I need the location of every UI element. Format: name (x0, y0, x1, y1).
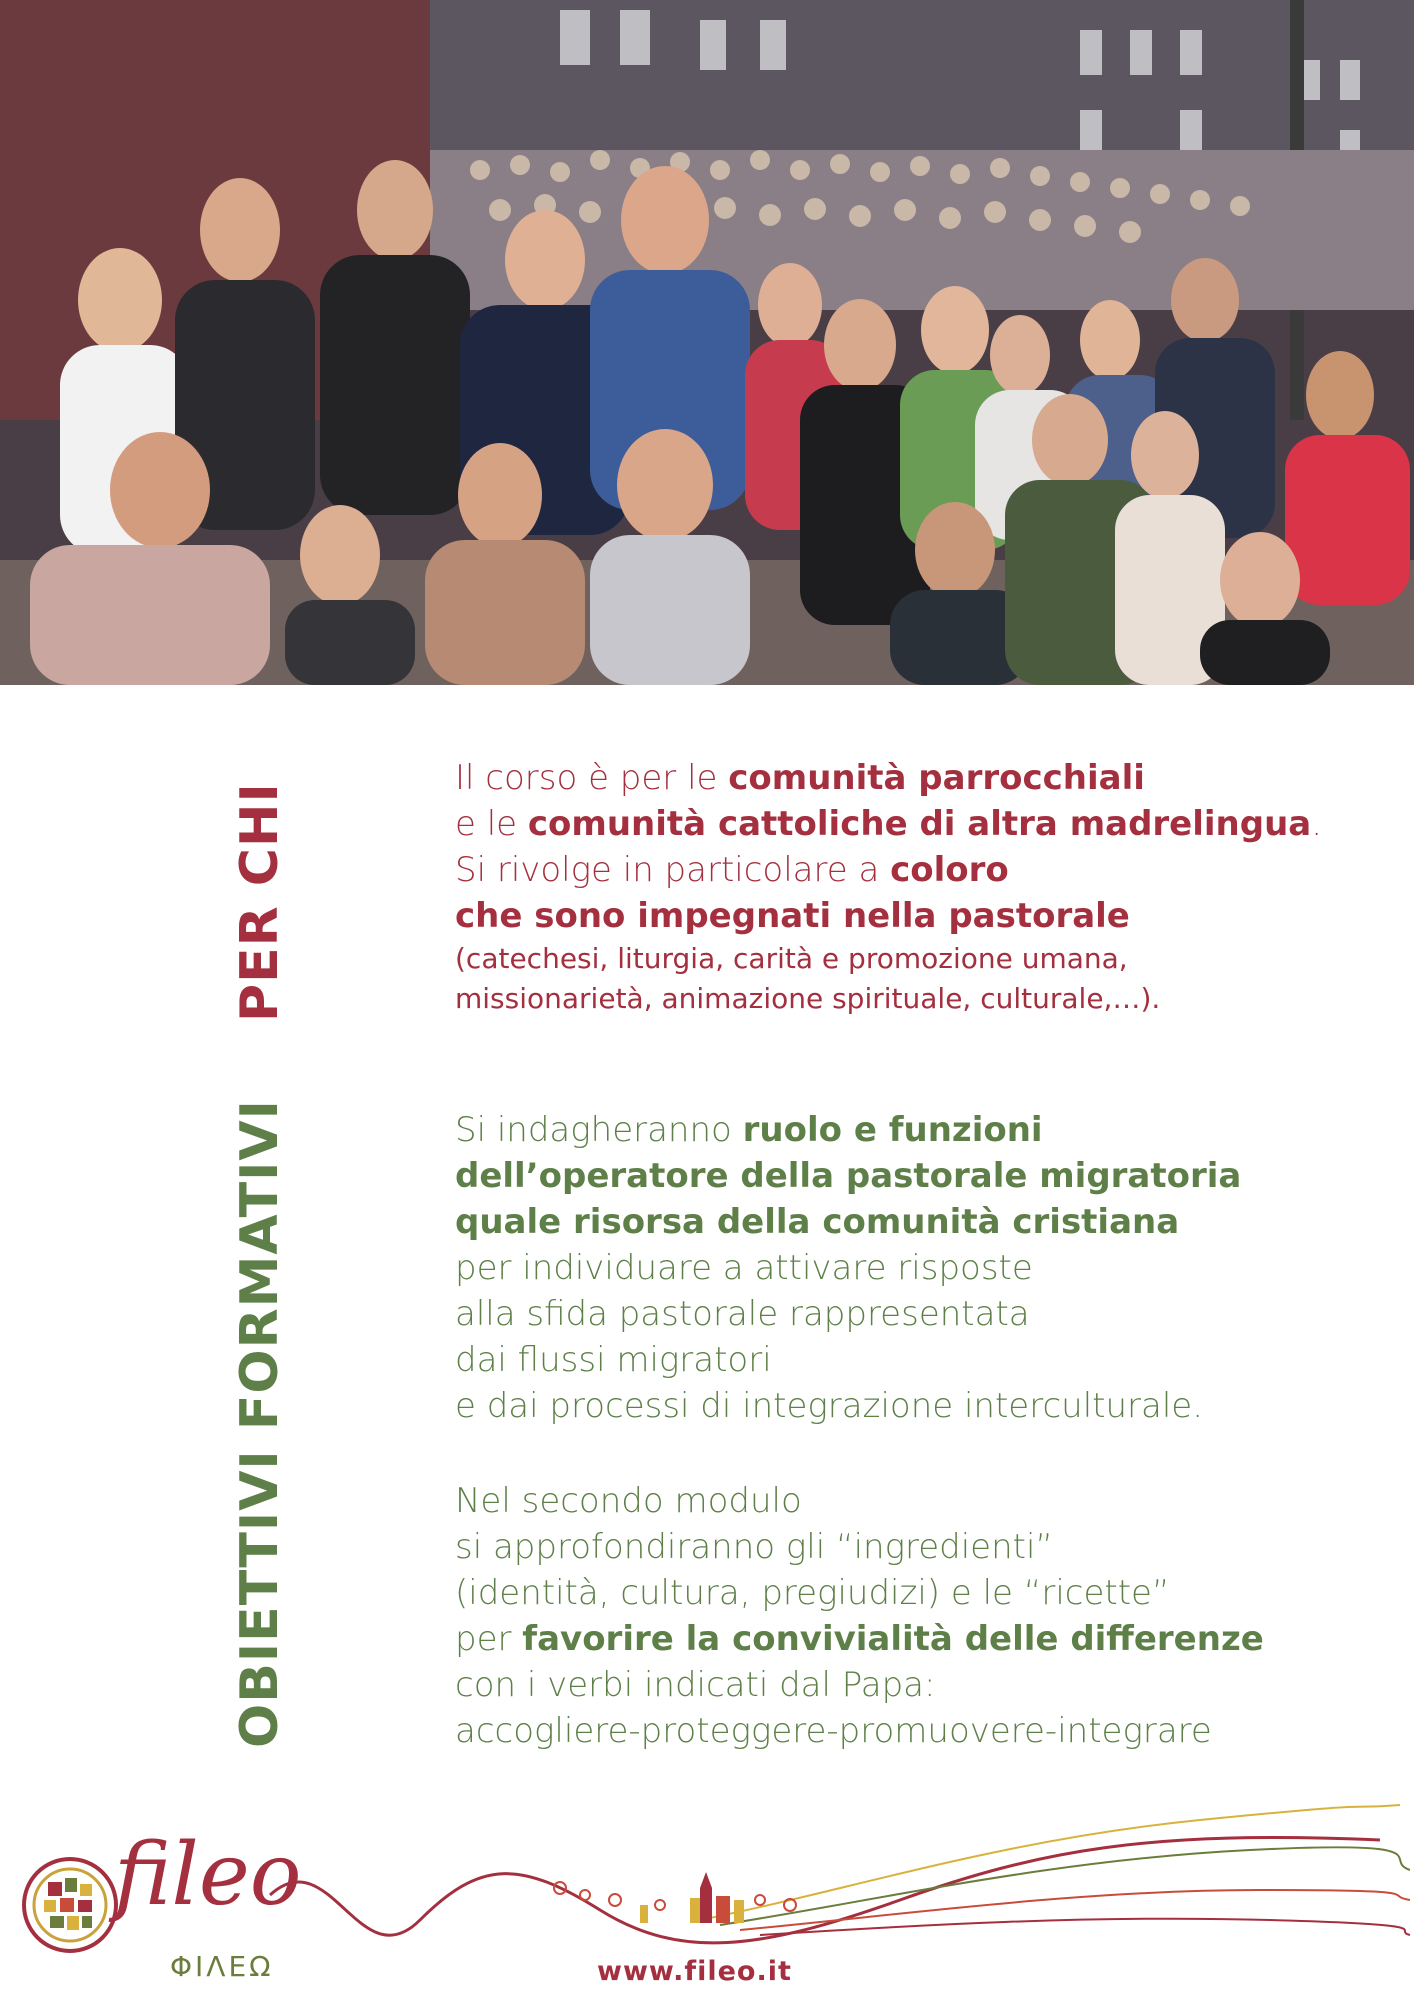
obiettivi-p1-line-1: Si indagheranno ruolo e funzioni (455, 1110, 1043, 1150)
obiettivi-p2-line-1: Nel secondo modulo (455, 1481, 802, 1521)
obiettivi-paragraph-1 (455, 1107, 1241, 1429)
obiettivi-p1-line-7: e dai processi di integrazione interculturale. (455, 1386, 1203, 1426)
obiettivi-p1-line-6: dai flussi migratori (455, 1340, 772, 1380)
group-photo-illustration (0, 0, 1414, 685)
obiettivi-p2-line-4: per favorire la convivialità delle differenze (455, 1619, 1264, 1659)
per-chi-heading: PER CHI (230, 782, 290, 1022)
group-photo (0, 0, 1414, 685)
obiettivi-paragraph-2 (455, 1478, 1264, 1754)
obiettivi-p2-line-2: si approfondiranno gli “ingredienti” (455, 1527, 1054, 1567)
obiettivi-p2-line-3: (identità, cultura, pregiudizi) e le “ricette” (455, 1573, 1170, 1613)
per-chi-line-1: Il corso è per le comunità parrocchiali (455, 758, 1145, 798)
per-chi-text (455, 755, 1322, 1019)
website-link[interactable]: www.fileo.it (597, 1956, 792, 1987)
obiettivi-p1-line-4: per individuare a attivare risposte (455, 1248, 1033, 1288)
per-chi-line-2: e le comunità cattoliche di altra madrelingua. (455, 804, 1323, 844)
obiettivi-p1-line-2: dell’operatore della pastorale migratoria (455, 1156, 1242, 1196)
fileo-logo-text: fileo (114, 1825, 302, 1925)
obiettivi-p1-line-3: quale risorsa della comunità cristiana (455, 1202, 1180, 1242)
obiettivi-p1-line-5: alla sfida pastorale rappresentata (455, 1294, 1030, 1334)
fileo-logo-greek: ΦΙΛΕΩ (170, 1950, 274, 1983)
per-chi-line-5: (catechesi, liturgia, carità e promozione umana, (455, 942, 1128, 975)
per-chi-line-4: che sono impegnati nella pastorale (455, 896, 1130, 936)
fileo-mosaic-icon (24, 1859, 116, 1951)
obiettivi-p2-line-6: accogliere-proteggere-promuovere-integrare (455, 1711, 1212, 1751)
per-chi-line-6: missionarietà, animazione spirituale, culturale,…). (455, 982, 1161, 1015)
obiettivi-p2-line-5: con i verbi indicati dal Papa: (455, 1665, 936, 1705)
per-chi-line-3: Si rivolge in particolare a coloro (455, 850, 1009, 890)
obiettivi-heading: OBIETTIVI FORMATIVI (230, 1098, 290, 1748)
town-silhouette-icon (640, 1872, 744, 1923)
